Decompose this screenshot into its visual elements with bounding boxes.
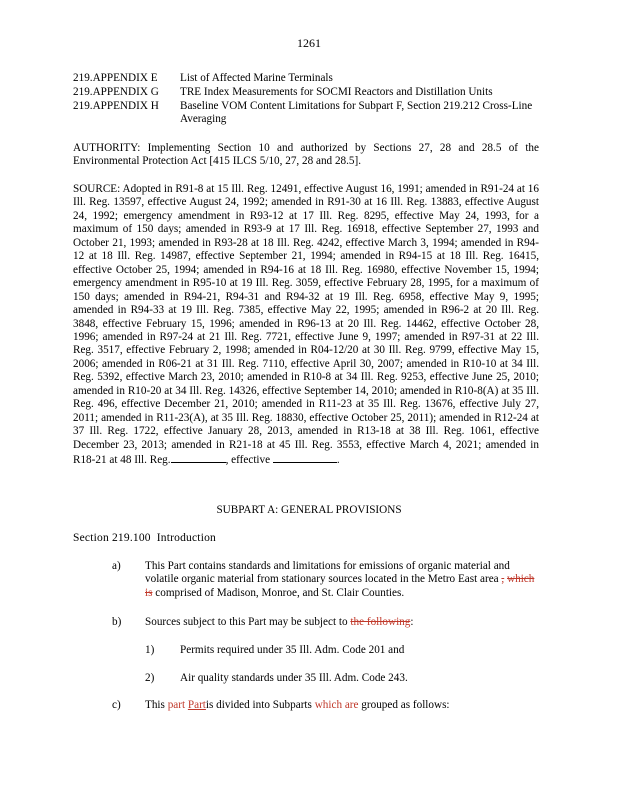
deleted-text: , bbox=[501, 573, 505, 586]
subpart-heading: SUBPART A: GENERAL PROVISIONS bbox=[216, 504, 402, 516]
appendix-description: List of Affected Marine Terminals bbox=[180, 72, 333, 84]
inserted-text: which are bbox=[314, 699, 359, 711]
blank-line bbox=[171, 452, 226, 463]
sub-item-text: Air quality standards under 35 Ill. Adm. Code 243. bbox=[180, 672, 408, 684]
inserted-text: part bbox=[167, 699, 186, 711]
appendix-description: Baseline VOM Content Limitations for Subpart F, Section 219.212 Cross-Line Averaging bbox=[180, 100, 533, 125]
appendix-id: 219.APPENDIX G bbox=[73, 86, 159, 98]
source-text: SOURCE: Adopted in R91-8 at 15 Ill. Reg. 12491, effective August 16, 1991; amended in R91-24 at 16 Ill. Reg. 13597, effective August 24, 1992; amended in R91-30 at 16 Ill. Reg. 13883, effective August 24, 1992; emergency amendment in R93-12 at 17 Ill. Reg. 8295, effective May 24, 1993, for a maximum of 150 days; amended in R93-9 at 17 Ill. Reg. 16918, effective September 27, 1993 and October 21, 1993; amended in R93-28 at 18 Ill. Reg. 4242, effective March 3, 1994; amended in R94-12 at 18 Ill. Reg. 14987, effective September 21, 1994; amended in R94-15 at 18 Ill. Reg. 16415, effective October 25, 1994; amended in R94-16 at 18 Ill. Reg. 16980, effective November 15, 1994; emergency amendment in R95-10 at 19 Ill. Reg. 3059, effective February 28, 1995, for a maximum of 150 days; amended in R94-21, R94-31 and R94-32 at 19 Ill. Reg. 6958, effective May 9, 1995; amended in R94-33 at 19 Ill. Reg. 7385, effective May 22, 1995; amended in R96-2 at 20 Ill. Reg. 3848, effective February 15, 1996; amended in R96-13 at 20 Ill. Reg. 14462, effective October 28, 1996; amended in R97-24 at 21 Ill. Reg. 7721, effective June 9, 1997; amended in R97-31 at 22 Ill. Reg. 3517, effective February 2, 1998; amended in R04-12/20 at 30 Ill. Reg. 9799, effective May 15, 2006; amended in R06-21 at 31 Ill. Reg. 7110, effective April 30, 2007; amended in R10-10 at 34 Ill. Reg. 5392, effective March 23, 2010; amended in R10-8 at 34 Ill. Reg. 9253, effective June 25, 2010; amended in R10-20 at 34 Ill. Reg. 14326, effective September 14, 2010; amended in R10-8(A) at 35 Ill. Reg. 496, effective December 21, 2010; amended in R11-23 at 35 Ill. Reg. 13676, effective July 27, 2011; amended in R11-23(A), at 35 Ill. Reg. 18830, effective October 25, 2011); amended in R12-24 at 37 Ill. Reg. 1722, effective January 28, 2013, amended in R13-18 at 38 Ill. Reg. 1061, effective December 23, 2013; amended in R21-18 at 45 Ill. Reg. 3553, effective March 4, 2021; amended in R18-21 at 48 Ill. Reg. bbox=[73, 183, 539, 467]
source-paragraph bbox=[73, 183, 539, 468]
inserted-text: Part bbox=[187, 699, 206, 711]
sub-item-label: 1) bbox=[145, 644, 155, 656]
item-label: b) bbox=[112, 616, 122, 628]
item-label: c) bbox=[112, 699, 121, 711]
authority-paragraph: AUTHORITY: Implementing Section 10 and authorized by Sections 27, 28 and 28.5 of the Environmental Protection Act [415 ILCS 5/10, 27, 28 and 28.5]. bbox=[73, 142, 539, 168]
section-heading bbox=[73, 532, 216, 544]
item-text: This Part contains standards and limitations for emissions of organic material and volatile organic material from stationary sources located in the Metro East area , which is comprised of Madison, Monroe, and St. Clair Counties. bbox=[145, 560, 535, 599]
deleted-text: which is bbox=[145, 573, 535, 599]
page-number: 1261 bbox=[297, 36, 321, 50]
deleted-text: the following bbox=[350, 616, 411, 628]
sub-item-label: 2) bbox=[145, 672, 155, 684]
blank-line bbox=[273, 452, 337, 463]
section-number: Section 219.100 bbox=[73, 532, 151, 544]
item-label: a) bbox=[112, 560, 121, 572]
source-end: . bbox=[336, 454, 340, 467]
source-effective: , effective bbox=[225, 454, 271, 467]
section-title: Introduction bbox=[156, 532, 216, 544]
item-text: This part Partis divided into Subparts which are grouped as follows: bbox=[145, 699, 450, 711]
sub-item-text: Permits required under 35 Ill. Adm. Code 201 and bbox=[180, 644, 405, 656]
item-text: Sources subject to this Part may be subject to the following: bbox=[145, 616, 414, 628]
appendix-id: 219.APPENDIX H bbox=[73, 100, 159, 112]
appendix-id: 219.APPENDIX E bbox=[73, 72, 158, 84]
appendix-description: TRE Index Measurements for SOCMI Reactors and Distillation Units bbox=[180, 86, 493, 98]
